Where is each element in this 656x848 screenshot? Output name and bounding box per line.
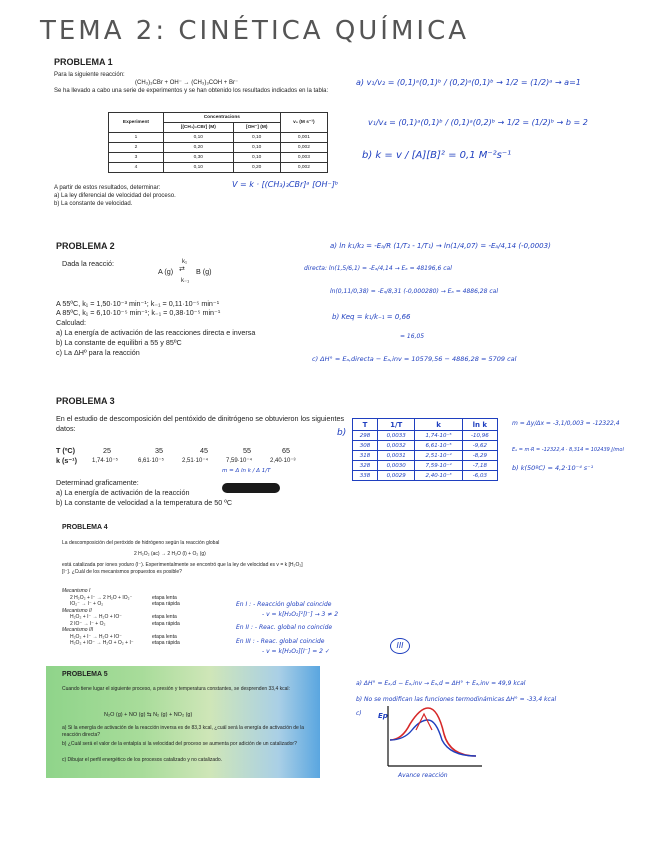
- p2-b: b) La constante de equilibri a 55 y 85ºC: [56, 338, 182, 347]
- p2-hw-inversa: ln(0,11/0,38) = -Eₐ/8,31 (-0,000280) → Eₐ = 4886,28 cal: [330, 288, 498, 295]
- table-row: 338 0,0029 2,40·10⁻³ -6,03: [353, 471, 498, 481]
- p5-intro: Cuando tiene lugar el siguiente proceso, a presión y temperatura constantes, se desprenden 33,4 kcal:: [62, 686, 290, 692]
- p3-k-2: 2,51·10⁻⁴: [182, 458, 209, 464]
- p4-intro2: está catalizada por iones yoduro (I⁻). Experimentalmente se encontró que la ley de velocidad es v = k [H₂O₂] [I⁻]. ¿Cuál de los mecanismos propuestos es posible?: [62, 562, 303, 575]
- uncatalyzed-curve: [390, 708, 476, 756]
- p4-hw-1: En I : - Reacción global coincide: [236, 601, 332, 608]
- p4-mechanisms: Mecanismo I 2 H₂O₂ + I⁻ → 2 H₂O + IO₂⁻ etapa lenta IO₂⁻ → I⁻ + O₂ etapa rápida Mecanismo II H₂O₂ + I⁻ → H₂O + IO⁻ etapa lenta 2 IO⁻ → I⁻ + O₂ etapa rápida Mecanismo III H₂O₂ + I⁻ → H₂O + IO⁻ etapa lenta H₂O₂ + IO⁻ → H₂O + O₂ + I⁻ etapa rápida: [62, 588, 180, 646]
- p2-c: c) La ΔHº para la reacción: [56, 348, 140, 357]
- p2-reactant: A (g): [158, 267, 174, 276]
- problem-3-title: PROBLEMA 3: [56, 396, 115, 406]
- p2-hw-a: a) ln k₁/k₂ = -Eₐ/R (1/T₂ - 1/T₁) → ln(1/4,07) = -Eₐ/4,14 (-0,0003): [330, 242, 551, 250]
- scribble-mark: [222, 483, 280, 493]
- p3-ask: Determinad graficamente:: [56, 478, 139, 487]
- p2-data-85: A 85ºC, k₁ = 6,10·10⁻⁵ min⁻¹; k₋₁ = 0,38·10⁻⁵ min⁻¹: [56, 308, 221, 317]
- p2-a: a) La energía de activación de las reacciones directa e inversa: [56, 328, 256, 337]
- p4-hw-1b: - v = k[H₂O₂]²[I⁻] → 3 ≠ 2: [262, 611, 339, 618]
- table-row: 4 0,10 0,20 0,002: [109, 163, 328, 173]
- p5-c: c) Dibujar el perfil energético de los procesos catalizado y no catalizado.: [62, 757, 223, 763]
- p1-a: a) La ley diferencial de velocidad del proceso.: [54, 193, 176, 199]
- problem-2-title: PROBLEMA 2: [56, 241, 115, 251]
- page-title: TEMA 2: CINÉTICA QUÍMICA: [40, 16, 470, 46]
- problem-4-title: PROBLEMA 4: [62, 524, 108, 531]
- p2-product: B (g): [196, 267, 212, 276]
- p3-a: a) La energía de activación de la reacción: [56, 488, 190, 497]
- table-row: 1 0,10 0,10 0,001: [109, 133, 328, 143]
- p3-k-1: 6,61·10⁻⁵: [138, 458, 165, 464]
- p3-hw-m: m = Δy/Δx = -3,1/0,003 = -12322,4: [512, 420, 620, 427]
- p1-ask: A partir de estos resultados, determinar:: [54, 185, 161, 191]
- th-concentrations: Concentracions: [163, 113, 280, 123]
- p3-handwritten-table: T 1/T k ln k 298 0,0033 1,74·10⁻⁵ -10,96 308 0,0032 6,61·10⁻⁵ -9,62 318 0,0031 2,51·10⁻⁴ -8,29 328 0,0030 7,59·10⁻⁴ -7,18 338 0,0029 2,40·10⁻³ -6,03: [352, 418, 498, 481]
- p3-k-label: k (s⁻¹): [56, 456, 77, 465]
- p1-b: b) La constante de velocidad.: [54, 201, 133, 207]
- p5-hw-a: a) ΔH° = Eₐ,d − Eₐ,inv → Eₐ,d = ΔH° + Eₐ,inv = 49,9 kcal: [356, 680, 526, 687]
- p2-intro: Dada la reacció:: [62, 259, 114, 268]
- p5-hw-c: c): [356, 710, 362, 717]
- p3-k-4: 2,40·10⁻³: [270, 458, 296, 464]
- p2-hw-directa: directa: ln(1,5/6,1) = -Eₐ/4,14 → Eₐ = 48196,6 cal: [304, 265, 452, 272]
- p3-k-3: 7,59·10⁻⁴: [226, 458, 253, 464]
- p3-k-0: 1,74·10⁻⁵: [92, 458, 119, 464]
- p3-t-0: 25: [103, 446, 111, 455]
- energy-profile-graph: [380, 704, 484, 772]
- p3-t-1: 35: [155, 446, 163, 455]
- table-row: 328 0,0030 7,59·10⁻⁴ -7,18: [353, 461, 498, 471]
- p4-hw-3b: - v = k[H₂O₂][I⁻] = 2 ✓: [262, 648, 330, 655]
- table-row: 298 0,0033 1,74·10⁻⁵ -10,96: [353, 431, 498, 441]
- p1-hw-a1: a) v₁/v₂ = (0,1)ᵃ(0,1)ᵇ / (0,2)ᵃ(0,1)ᵇ → 1/2 = (1/2)ᵃ → a=1: [356, 78, 581, 87]
- p2-hw-b: b) Keq = k₁/k₋₁ = 0,66: [332, 313, 411, 321]
- mech-1-name: Mecanismo I: [62, 588, 91, 594]
- p4-intro: La descomposición del peróxido de hidrógeno según la reacción global: [62, 540, 220, 546]
- problem-1-title: PROBLEMA 1: [54, 57, 113, 67]
- th-c1: [(CH₃)₃CBr] (M): [163, 123, 233, 133]
- table-row: 318 0,0031 2,51·10⁻⁴ -8,29: [353, 451, 498, 461]
- p3-hw-label-b: b): [337, 428, 347, 438]
- mech-3-name: Mecanismo III: [62, 627, 94, 633]
- table-row: 2 0,20 0,10 0,002: [109, 143, 328, 153]
- p3-intro: En el estudio de descomposición del pentóxido de dinitrógeno se obtuvieron los siguientes datos:: [56, 414, 345, 433]
- p3-b: b) La constante de velocidad a la temperatura de 50 ºC: [56, 498, 233, 507]
- p2-km1: k₋₁: [181, 278, 190, 284]
- p5-graph-x-label: Avance reacción: [398, 772, 448, 779]
- p1-hw-a2: v₁/v₄ = (0,1)ᵃ(0,1)ᵇ / (0,1)ᵃ(0,2)ᵇ → 1/2 = (1/2)ᵇ → b = 2: [368, 118, 588, 127]
- p4-hw-2: En II : - Reac. global no coincide: [236, 624, 333, 631]
- p3-hw-k: b) k(50ºC) = 4,2·10⁻⁴ s⁻¹: [512, 464, 594, 472]
- p4-hw-3: En III : - Reac. global coincide: [236, 638, 325, 645]
- p1-reaction: (CH₃)₃CBr + OH⁻ → (CH₃)₃COH + Br⁻: [135, 80, 239, 86]
- catalyzed-curve: [390, 720, 476, 756]
- th-v0: v₀ (M s⁻¹): [280, 113, 327, 133]
- p1-experiment-table: [108, 112, 328, 173]
- p3-t-2: 45: [200, 446, 208, 455]
- p3-t-3: 55: [243, 446, 251, 455]
- p3-t-4: 65: [282, 446, 290, 455]
- p5-a: a) Si la energía de activación de la reacción inversa es de 83,3 kcal, ¿cuál será la energía de activación de la reacción directa?: [62, 725, 305, 738]
- p1-hw-law: V = k · [(CH₃)₃CBr]ᵃ [OH⁻]ᵇ: [232, 180, 339, 189]
- ea-marker: [416, 714, 432, 730]
- p4-hw-answer: III: [390, 638, 410, 654]
- table-row: 3 0,30 0,10 0,003: [109, 153, 328, 163]
- p1-intro: Para la siguiente reacción:: [54, 72, 125, 78]
- p3-hw-mid: m = Δ ln k / Δ 1/T: [222, 468, 271, 474]
- p2-hw-c: c) ΔH° = Eₐ,directa − Eₐ,inv = 10579,56 − 4886,28 = 5709 cal: [312, 355, 517, 363]
- p1-hw-b: b) k = v / [A][B]² = 0,1 M⁻²s⁻¹: [362, 150, 512, 161]
- th-experiment: Experiment: [109, 113, 164, 133]
- table-row: 308 0,0032 6,61·10⁻⁵ -9,62: [353, 441, 498, 451]
- equilibrium-arrow-icon: ⇄: [179, 264, 186, 273]
- p5-hw-b: b) No se modifican las funciones termodinámicas ΔH° = -33,4 kcal: [356, 696, 557, 703]
- p5-reaction: N₂O (g) + NO (g) ⇆ N₂ (g) + NO₂ (g): [104, 712, 193, 718]
- p2-k1: k₁: [182, 259, 188, 265]
- mech-2-name: Mecanismo II: [62, 607, 92, 614]
- p1-intro2: Se ha llevado a cabo una serie de experimentos y se han obtenido los resultados indicados en la tabla:: [54, 88, 329, 94]
- p3-hw-ea: Eₐ = m·R = -12322,4 · 8,314 = 102439 J/mol: [512, 447, 624, 453]
- p5-b: b) ¿Cuál será el valor de la entalpía si la velocidad del proceso se aumenta por adición de un catalizador?: [62, 741, 297, 747]
- p5-graph-y-label: Ep: [378, 712, 388, 720]
- p4-reaction: 2 H₂O₂ (ac) → 2 H₂O (l) + O₂ (g): [134, 551, 206, 557]
- th-c2: [OH⁻] (M): [233, 123, 280, 133]
- problem-5-title: PROBLEMA 5: [62, 671, 108, 678]
- p2-calc: Calculad:: [56, 318, 86, 327]
- p3-t-label: T (ºC): [56, 446, 75, 455]
- p2-data-55: A 55ºC, k₁ = 1,50·10⁻³ min⁻¹; k₋₁ = 0,11·10⁻⁵ min⁻¹: [56, 299, 220, 308]
- p2-hw-b2: = 16,05: [400, 333, 425, 340]
